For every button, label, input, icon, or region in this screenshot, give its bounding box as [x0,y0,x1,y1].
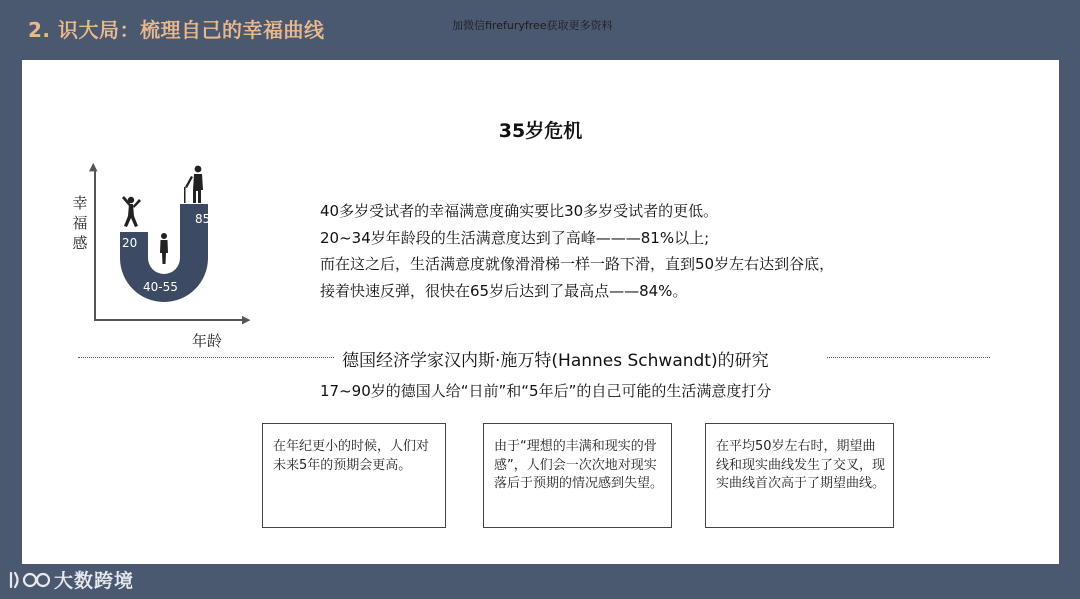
x-axis [94,319,246,321]
u-bottom-value: 40-55 [143,280,178,294]
logo-icon [8,569,50,591]
u-curve-shape [114,160,254,305]
u-right-value: 85 [195,212,211,226]
u-left-value: 20 [122,236,138,250]
x-axis-arrow-icon: ▶ [242,313,251,326]
x-axis-label: 年龄 [192,332,223,350]
research-note: 17~90岁的德国人给“日前”和“5年后”的自己可能的生活满意度打分 [320,382,772,400]
section-heading: 35岁危机 [498,120,583,142]
finding-line-3: 而在这之后，生活满意度就像滑滑梯一样一路下滑，直到50岁左右达到谷底， [320,255,835,273]
finding-line-4: 接着快速反弹，很快在65岁后达到了最高点——84%。 [320,281,688,300]
finding-line-1: 40多岁受试者的幸福满意度确实要比30多岁受试者的更低。 [320,202,719,220]
insight-box-2: 由于“理想的丰满和现实的骨感”，人们会一次次地对现实落后于预期的情况感到失望。 [483,423,672,528]
insight-box-1: 在年纪更小的时候，人们对未来5年的预期会更高。 [262,423,446,528]
jumping-person-icon [122,196,141,227]
logo-text: 大数跨境 [54,570,135,592]
research-subtitle: 德国经济学家汉内斯·施万特(Hannes Schwandt)的研究 [342,351,769,371]
standing-person-icon [160,233,168,264]
findings-text [320,198,834,304]
elderly-person-icon [184,166,203,203]
y-axis-arrow-icon: ▲ [89,160,98,173]
divider-right [827,357,990,358]
insight-box-3: 在平均50岁左右时，期望曲线和现实曲线发生了交叉，现实曲线首次高于了期望曲线。 [705,423,894,528]
divider-left [78,357,334,358]
watermark-text: 加微信firefuryfree获取更多资料 [452,19,613,32]
content-card [22,60,1059,564]
slide-title: 2. 识大局：梳理自己的幸福曲线 [28,18,325,42]
y-axis-label: 幸福感 [72,194,88,252]
finding-line-2: 20~34岁年龄段的生活满意度达到了高峰———81%以上; [320,228,710,247]
y-axis [94,168,96,320]
brand-logo [8,566,134,593]
